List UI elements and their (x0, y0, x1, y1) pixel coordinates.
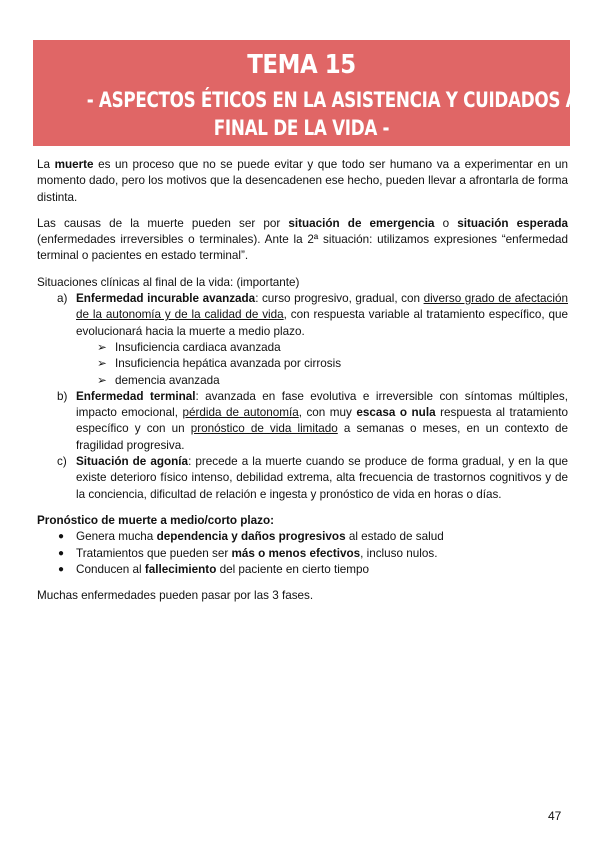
list-item-a: a) Enfermedad incurable avanzada: curso progresivo, gradual, con diverso grado de afectación de la autonomía y de la calidad de vida, con respuesta variable al tratamiento específico, que evolucionará hacia la muerte a medio plazo. (57, 292, 568, 338)
page-title: TEMA 15 (247, 50, 356, 80)
bullet-icon: ● (58, 531, 65, 543)
section-heading: Pronóstico de muerte a medio/corto plazo: (37, 513, 275, 527)
page-subtitle (86, 86, 589, 142)
document-body (37, 157, 568, 604)
bullet-item: ● Conducen al fallecimiento del paciente en cierto tiempo (37, 562, 568, 578)
paragraph-intro: La muerte es un proceso que no se puede evitar y que todo ser humano va a experimentar en un momento dado, pero los motivos que la desencadenen ese hecho, pueden llevar a afrontarla de forma distinta. (37, 158, 568, 204)
paragraph-causes: Las causas de la muerte pueden ser por situación de emergencia o situación esperada (enfermedades irreversibles o terminales). Ante la 2ª situación: utilizamos expresiones “enfermedad terminal o pacientes en estado terminal”. (37, 216, 569, 263)
bullet-icon: ● (58, 563, 65, 575)
list-item-c: c) Situación de agonía: precede a la muerte cuando se produce de forma gradual, y en la que existe deterioro físico intenso, debilidad extrema, alta frecuencia de trastornos cognitivos y de la conciencia, dificultad de relación e ingesta y pronóstico de vida en horas o días. (57, 455, 569, 501)
bullet-item: ● Genera mucha dependencia y daños progresivos al estado de salud (37, 529, 568, 545)
list-marker: b) (57, 389, 68, 403)
sublist-item: ➢ demencia avanzada (97, 373, 568, 389)
paragraph-closing: Muchas enfermedades pueden pasar por las 3 fases. (37, 589, 314, 603)
bullet-icon: ● (58, 547, 65, 559)
sublist (37, 340, 568, 389)
bullet-item: ● Tratamientos que pueden ser más o menos efectivos, incluso nulos. (37, 546, 568, 562)
arrow-icon: ➢ (97, 357, 107, 371)
subtitle-line-2: FINAL DE LA VIDA - (213, 116, 390, 140)
subtitle-line-1: - ASPECTOS ÉTICOS EN LA ASISTENCIA Y CUIDADOS AL (86, 88, 589, 112)
sublist-item: ➢ Insuficiencia hepática avanzada por cirrosis (97, 356, 568, 372)
sublist-item: ➢ Insuficiencia cardiaca avanzada (97, 340, 568, 356)
list-marker: a) (57, 292, 68, 306)
arrow-icon: ➢ (97, 340, 107, 354)
paragraph-situations: Situaciones clínicas al final de la vida: (importante) (37, 275, 300, 289)
title-banner (33, 40, 589, 146)
list-marker: c) (57, 455, 67, 469)
arrow-icon: ➢ (97, 373, 107, 387)
list-item-b: b) Enfermedad terminal: avanzada en fase evolutiva e irreversible con síntomas múltiples, impacto emocional, pérdida de autonomía, con muy escasa o nula respuesta al tratamiento específico y con un pronóstico de vida limitado a semanas o meses, en un contexto de fragilidad progresiva. (57, 389, 568, 452)
page-number: 47 (548, 809, 562, 823)
